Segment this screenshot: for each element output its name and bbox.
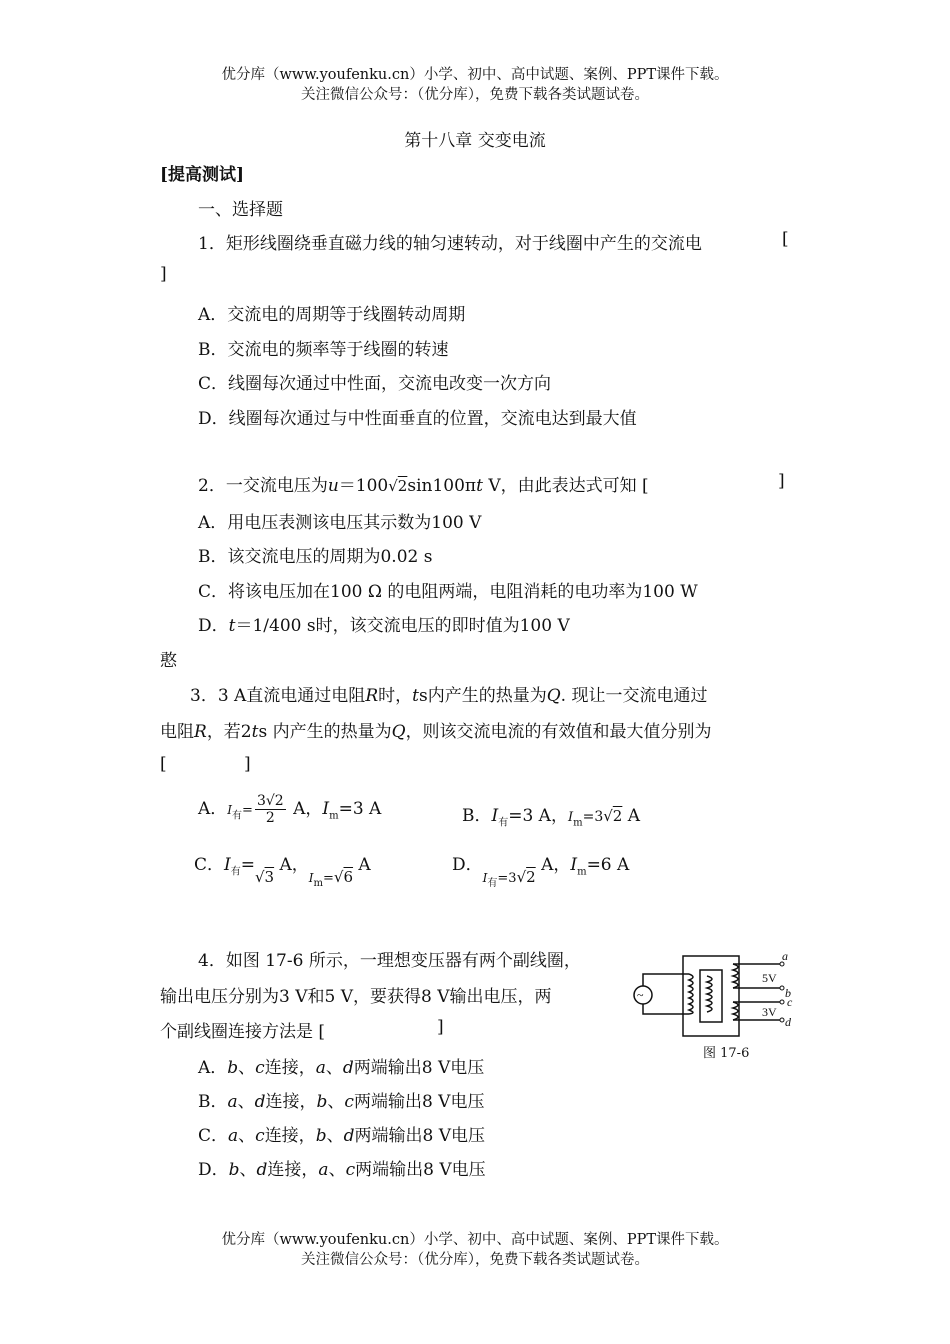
q4-option-d: D．b、d连接，a、c两端输出8 V电压	[198, 1160, 486, 1180]
terminal-c	[780, 1000, 784, 1004]
q2-option-b: B．该交流电压的周期为0.02 s	[198, 547, 433, 567]
q2-sqrt: √2	[388, 477, 408, 495]
q4-option-a: A．b、c连接，a、d两端输出8 V电压	[198, 1058, 485, 1078]
figure-caption: 图 17-6	[703, 1046, 750, 1061]
label-3v: 3V	[762, 1005, 777, 1019]
primary-wire-bottom	[643, 1004, 689, 1014]
q4-line1: 4．如图 17-6 所示，一理想变压器有两个副线圈，	[198, 951, 581, 971]
terminal-b	[780, 986, 784, 990]
label-5v: 5V	[762, 971, 777, 985]
section-heading: [提高测试]	[160, 165, 245, 185]
q2-sin: sin100π	[407, 476, 477, 496]
page-header-line1: 优分库（www.youfenku.cn）小学、初中、高中试题、案例、PPT课件下载。	[221, 67, 729, 83]
q3-option-a-fraction: $\frac{3√2}{2}$	[256, 793, 284, 826]
q2-t: t	[476, 476, 483, 496]
label-a: a	[782, 950, 788, 963]
page-footer-line2: 关注微信公众号：（优分库），免费下载各类试题试卷。	[301, 1252, 649, 1268]
q3-line2: 电阻R，若2ts 内产生的热量为Q，则该交流电流的有效值和最大值分别为	[160, 722, 712, 742]
middle-coil	[707, 976, 712, 1012]
q3-line1: 3．3 A直流电通过电阻R时，ts内产生的热量为Q. 现让一交流电通过	[190, 686, 708, 706]
q1-option-d: D．线圈每次通过与中性面垂直的位置，交流电达到最大值	[198, 409, 637, 429]
q4-bracket-close: ]	[437, 1017, 444, 1037]
secondary-coil-3v	[733, 1002, 738, 1020]
page-footer-line1: 优分库（www.youfenku.cn）小学、初中、高中试题、案例、PPT课件下载。	[221, 1232, 729, 1248]
q3-option-d: D．$_{I有=3}$√2 A，$I_m=6$ A	[452, 855, 630, 890]
q3-option-b: B．$I_有=3$ A，$I_m=3√2$ A	[462, 806, 641, 829]
terminal-d	[780, 1018, 784, 1022]
q2-stem	[198, 471, 649, 496]
q1-option-a: A．交流电的周期等于线圈转动周期	[198, 305, 466, 325]
q2-stem-a: 2．一交流电压为	[198, 476, 328, 496]
q2-u: u	[327, 476, 339, 496]
q1-option-b: B．交流电的频率等于线圈的转速	[198, 340, 449, 360]
q3-bracket-open: [	[160, 754, 167, 774]
q4-option-b: B．a、d连接，b、c两端输出8 V电压	[198, 1092, 485, 1112]
label-b: b	[785, 986, 791, 1000]
q1-option-c: C．线圈每次通过中性面，交流电改变一次方向	[198, 374, 552, 394]
secondary-coil-5v	[733, 964, 738, 988]
stray-character: 憨	[160, 651, 177, 671]
q2-option-d: D．t＝1/400 s时，该交流电压的即时值为100 V	[198, 616, 570, 636]
q3-option-c: C．$I_有=√3$ A，$_{Im=}$√6 A	[194, 855, 371, 890]
label-d: d	[785, 1015, 791, 1029]
part-heading: 一、选择题	[198, 200, 283, 220]
q2-option-c: C．将该电压加在100 Ω 的电阻两端，电阻消耗的电功率为100 W	[198, 582, 698, 602]
q2-eq: ＝100	[338, 476, 389, 496]
q4-line3: 个副线圈连接方法是 [	[160, 1022, 326, 1042]
chapter-title: 第十八章 交变电流	[404, 131, 546, 151]
q1-bracket-close: ]	[160, 264, 167, 284]
page-header-line2: 关注微信公众号：（优分库），免费下载各类试题试卷。	[301, 87, 649, 103]
q2-bracket-close: ]	[778, 471, 785, 491]
primary-coil	[689, 974, 693, 1014]
q3-option-a: A．$I_有=$ $\frac{3√2}{2}$ A，$I_m=3$ A	[198, 793, 382, 826]
q3-bracket-close: ]	[244, 754, 251, 774]
ac-source-symbol: ~	[637, 988, 644, 1002]
label-c: c	[787, 995, 793, 1009]
q1-bracket-open: [	[782, 229, 789, 249]
q1-stem: 1．矩形线圈绕垂直磁力线的轴匀速转动，对于线圈中产生的交流电	[198, 234, 702, 254]
q2-stem-b: V，由此表达式可知 [	[482, 476, 649, 496]
primary-wire-top	[643, 974, 689, 986]
q2-option-a: A．用电压表测该电压其示数为100 V	[198, 513, 482, 533]
q4-line2: 输出电压分别为3 V和5 V，要获得8 V输出电压，两	[160, 987, 552, 1007]
q4-option-c: C．a、c连接，b、d两端输出8 V电压	[198, 1126, 485, 1146]
